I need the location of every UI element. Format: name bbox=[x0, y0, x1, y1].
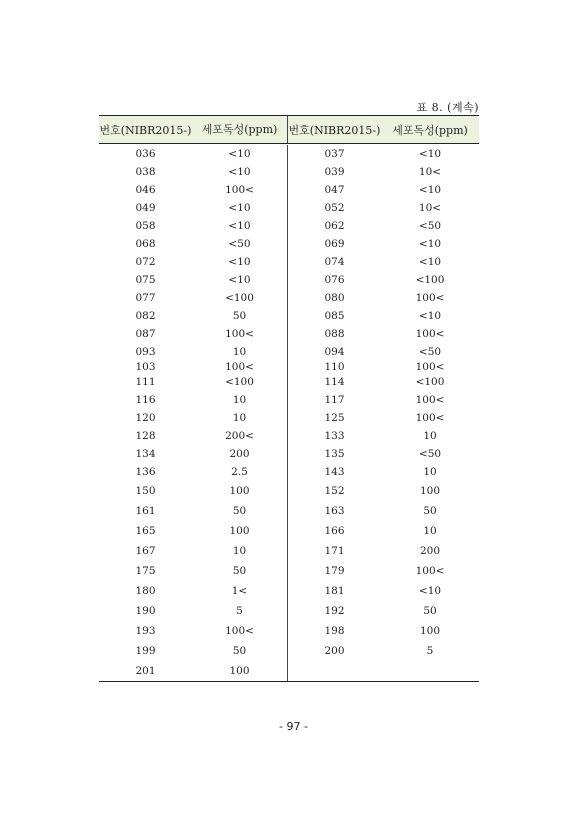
cell-cytotoxicity-left: 5 bbox=[192, 601, 288, 621]
table-header-row bbox=[99, 116, 479, 144]
cell-cytotoxicity-left: <10 bbox=[192, 199, 288, 217]
cell-id-left: 201 bbox=[135, 665, 156, 677]
table-row bbox=[99, 163, 479, 181]
cell-cytotoxicity-left: 100< bbox=[192, 181, 288, 199]
cell-id-right: 052 bbox=[324, 202, 345, 214]
table-caption: 표 8. (계속) bbox=[416, 101, 479, 114]
cell-id-left: 150 bbox=[135, 485, 156, 497]
cell-cytotoxicity-left: 200 bbox=[192, 445, 288, 463]
cell-id-left: 072 bbox=[135, 256, 156, 268]
table-row bbox=[99, 641, 479, 661]
cell-cytotoxicity-left: 100< bbox=[192, 325, 288, 343]
cell-cytotoxicity-right: <100 bbox=[415, 274, 445, 286]
cell-id-right: 069 bbox=[324, 238, 345, 250]
cell-cytotoxicity-right: 100< bbox=[415, 292, 445, 304]
cell-id-right: 062 bbox=[324, 220, 345, 232]
cell-cytotoxicity-right: <10 bbox=[418, 238, 442, 250]
cell-id-left: 082 bbox=[135, 310, 156, 322]
cell-id-right: 192 bbox=[324, 605, 345, 617]
cell-cytotoxicity-left: <10 bbox=[192, 163, 288, 181]
table-row bbox=[99, 521, 479, 541]
cell-id-right: 037 bbox=[324, 148, 345, 160]
cell-id-left: 093 bbox=[135, 346, 156, 358]
table-row bbox=[99, 445, 479, 463]
table-row bbox=[99, 601, 479, 621]
table-row bbox=[99, 561, 479, 581]
header-cytotoxicity-left: 세포독성(ppm) bbox=[192, 116, 288, 143]
cell-cytotoxicity-left: <10 bbox=[192, 145, 288, 163]
cell-cytotoxicity-left: <100 bbox=[192, 373, 288, 391]
cell-cytotoxicity-right: 100< bbox=[415, 412, 445, 424]
table-row bbox=[99, 427, 479, 445]
cell-cytotoxicity-right: 100< bbox=[415, 565, 445, 577]
cell-id-left: 161 bbox=[135, 505, 156, 517]
table-row bbox=[99, 235, 479, 253]
cell-id-right: 047 bbox=[324, 184, 345, 196]
table-row bbox=[99, 481, 479, 501]
cell-cytotoxicity-left: <10 bbox=[192, 253, 288, 271]
cell-id-right: 133 bbox=[324, 430, 345, 442]
cell-cytotoxicity-left: 10 bbox=[192, 391, 288, 409]
cell-cytotoxicity-right: 100< bbox=[415, 328, 445, 340]
header-cytotoxicity-right: 세포독성(ppm) bbox=[392, 123, 468, 137]
table-row bbox=[99, 621, 479, 641]
cell-cytotoxicity-right: 10 bbox=[423, 525, 437, 537]
cell-cytotoxicity-right: 200 bbox=[419, 545, 441, 557]
cell-id-left: 038 bbox=[135, 166, 156, 178]
table-row bbox=[99, 325, 479, 343]
cell-id-right: 088 bbox=[324, 328, 345, 340]
header-id-right: 번호(NIBR2015-) bbox=[288, 123, 381, 137]
cell-id-right: 080 bbox=[324, 292, 345, 304]
cell-id-right: 135 bbox=[324, 448, 345, 460]
cell-id-left: 103 bbox=[135, 361, 156, 373]
cell-cytotoxicity-left: 100< bbox=[192, 361, 288, 373]
cell-id-right: 152 bbox=[324, 485, 345, 497]
cell-cytotoxicity-right: 100< bbox=[415, 361, 445, 373]
table-row bbox=[99, 199, 479, 217]
cell-cytotoxicity-right: 5 bbox=[426, 645, 434, 657]
cell-cytotoxicity-left: 50 bbox=[192, 307, 288, 325]
cell-id-left: 134 bbox=[135, 448, 156, 460]
cell-cytotoxicity-right: <100 bbox=[415, 376, 445, 388]
cell-cytotoxicity-left: 50 bbox=[192, 561, 288, 581]
cell-cytotoxicity-right: 10 bbox=[423, 430, 437, 442]
cell-cytotoxicity-right: <10 bbox=[418, 184, 442, 196]
table-row bbox=[99, 463, 479, 481]
cell-id-right: 110 bbox=[324, 361, 345, 373]
cell-id-left: 128 bbox=[135, 430, 156, 442]
cell-cytotoxicity-right: <50 bbox=[418, 448, 442, 460]
cell-id-left: 167 bbox=[135, 545, 156, 557]
cell-id-right: 117 bbox=[324, 394, 345, 406]
table-row bbox=[99, 289, 479, 307]
cell-id-left: 068 bbox=[135, 238, 156, 250]
cell-id-left: 116 bbox=[135, 394, 156, 406]
table-row bbox=[99, 343, 479, 361]
cell-id-left: 058 bbox=[135, 220, 156, 232]
cell-cytotoxicity-left: 50 bbox=[192, 641, 288, 661]
cell-id-right: 076 bbox=[324, 274, 345, 286]
cell-cytotoxicity-left: <100 bbox=[192, 289, 288, 307]
table-row bbox=[99, 217, 479, 235]
cell-id-right: 074 bbox=[324, 256, 345, 268]
cell-id-left: 036 bbox=[135, 148, 156, 160]
table-row bbox=[99, 501, 479, 521]
cell-cytotoxicity-right: <10 bbox=[418, 310, 442, 322]
table-row bbox=[99, 307, 479, 325]
cell-cytotoxicity-right: 100 bbox=[419, 485, 441, 497]
cell-id-right: 198 bbox=[324, 625, 345, 637]
cell-cytotoxicity-left: 100 bbox=[192, 521, 288, 541]
cell-cytotoxicity-right: 100< bbox=[415, 394, 445, 406]
cell-id-right: 143 bbox=[324, 466, 345, 478]
cell-id-left: 077 bbox=[135, 292, 156, 304]
cell-cytotoxicity-left: 1< bbox=[192, 581, 288, 601]
cell-id-left: 075 bbox=[135, 274, 156, 286]
cell-cytotoxicity-right: <50 bbox=[418, 220, 442, 232]
cell-id-left: 199 bbox=[135, 645, 156, 657]
cell-id-right: 085 bbox=[324, 310, 345, 322]
cell-cytotoxicity-left: 10 bbox=[192, 409, 288, 427]
cell-cytotoxicity-right: <10 bbox=[418, 256, 442, 268]
page-number: - 97 - bbox=[279, 720, 308, 733]
cell-id-right: 163 bbox=[324, 505, 345, 517]
table-row bbox=[99, 409, 479, 427]
cell-id-right: 171 bbox=[324, 545, 345, 557]
table-row bbox=[99, 181, 479, 199]
table-row bbox=[99, 373, 479, 391]
cell-cytotoxicity-right: 100 bbox=[419, 625, 441, 637]
cell-id-left: 120 bbox=[135, 412, 156, 424]
table-row bbox=[99, 391, 479, 409]
cell-cytotoxicity-left: <10 bbox=[192, 217, 288, 235]
cell-id-right: 094 bbox=[324, 346, 345, 358]
cell-cytotoxicity-left: 100< bbox=[192, 621, 288, 641]
cell-cytotoxicity-right: 50 bbox=[423, 605, 437, 617]
cell-id-left: 111 bbox=[135, 376, 156, 388]
cell-cytotoxicity-right: 10< bbox=[418, 202, 442, 214]
table-row bbox=[99, 253, 479, 271]
cell-id-left: 087 bbox=[135, 328, 156, 340]
cell-cytotoxicity-left: <10 bbox=[192, 271, 288, 289]
cell-cytotoxicity-right: 50 bbox=[423, 505, 437, 517]
cell-cytotoxicity-left: <50 bbox=[192, 235, 288, 253]
cell-id-right: 039 bbox=[324, 166, 345, 178]
cell-cytotoxicity-right: <50 bbox=[418, 346, 442, 358]
cell-cytotoxicity-left: 200< bbox=[192, 427, 288, 445]
table-row bbox=[99, 271, 479, 289]
cytotoxicity-table bbox=[99, 115, 479, 682]
cell-id-right: 181 bbox=[324, 585, 345, 597]
cell-cytotoxicity-left: 2.5 bbox=[192, 463, 288, 481]
cell-cytotoxicity-right: <10 bbox=[418, 585, 442, 597]
cell-cytotoxicity-left: 100 bbox=[192, 481, 288, 501]
table-row bbox=[99, 661, 479, 681]
cell-cytotoxicity-left: 50 bbox=[192, 501, 288, 521]
cell-cytotoxicity-right: 10< bbox=[418, 166, 442, 178]
table-row bbox=[99, 361, 479, 373]
cell-id-left: 165 bbox=[135, 525, 156, 537]
cell-id-left: 193 bbox=[135, 625, 156, 637]
cell-id-left: 175 bbox=[135, 565, 156, 577]
table-row bbox=[99, 541, 479, 561]
cell-cytotoxicity-right: <10 bbox=[418, 148, 442, 160]
cell-id-left: 049 bbox=[135, 202, 156, 214]
cell-cytotoxicity-left: 10 bbox=[192, 343, 288, 361]
cell-cytotoxicity-left: 10 bbox=[192, 541, 288, 561]
table-row bbox=[99, 145, 479, 163]
table-body bbox=[99, 145, 479, 681]
cell-id-left: 190 bbox=[135, 605, 156, 617]
cell-id-right: 200 bbox=[324, 645, 345, 657]
cell-id-left: 046 bbox=[135, 184, 156, 196]
cell-id-left: 136 bbox=[135, 466, 156, 478]
cell-id-right: 166 bbox=[324, 525, 345, 537]
cell-cytotoxicity-right: 10 bbox=[423, 466, 437, 478]
cell-id-left: 180 bbox=[135, 585, 156, 597]
table-row bbox=[99, 581, 479, 601]
header-id-left: 번호(NIBR2015-) bbox=[99, 123, 192, 137]
cell-id-right: 179 bbox=[324, 565, 345, 577]
cell-id-right: 114 bbox=[324, 376, 345, 388]
cell-id-right: 125 bbox=[324, 412, 345, 424]
cell-cytotoxicity-left: 100 bbox=[192, 661, 288, 681]
